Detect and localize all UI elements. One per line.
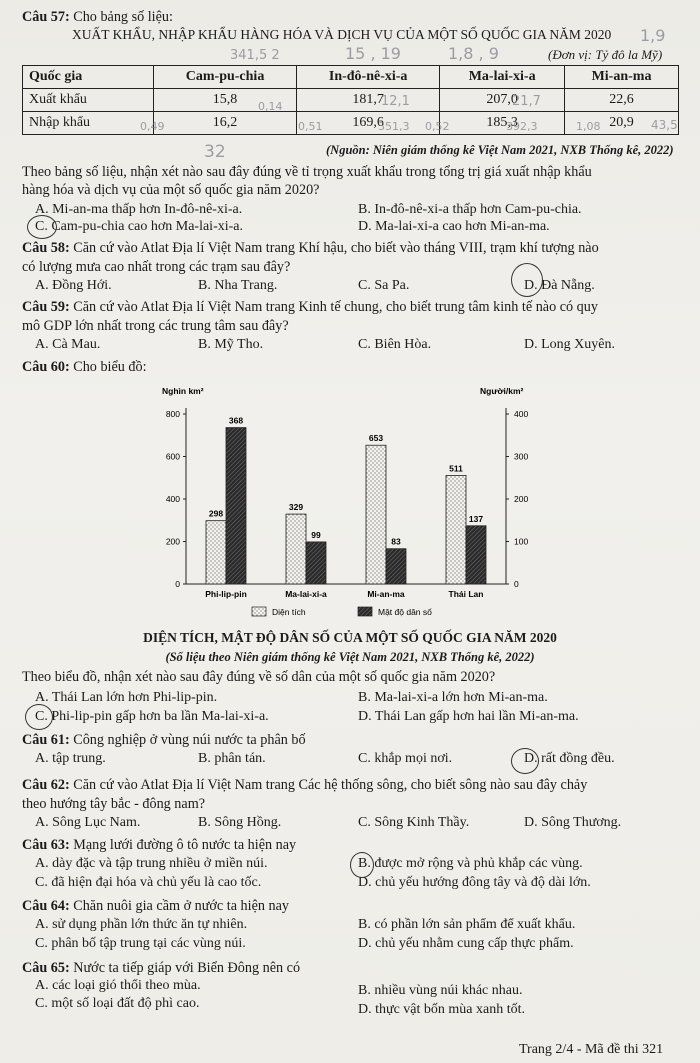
right-tick-label: 300 [514,451,529,462]
bar-area [366,445,386,584]
bar-value-label: 511 [449,463,463,474]
q62-text-line2: theo hướng tây bắc - đông nam? [22,796,206,812]
q60-option-d[interactable]: D. Thái Lan gấp hơn hai lần Mi-an-ma. [358,709,579,724]
table-cell: 16,2 [154,112,297,135]
q59-text-line1: Căn cứ vào Atlat Địa lí Việt Nam trang Kinh tế chung, cho biết trung tâm kinh tế nào có quy [73,299,598,315]
q58-option-a[interactable]: A. Đồng Hới. [35,278,112,293]
q57-option-b[interactable]: B. In-đô-nê-xi-a thấp hơn Cam-pu-chia. [358,202,582,217]
q62-option-d[interactable]: D. Sông Thương. [524,815,622,830]
handwritten-note: 21,7 [512,94,541,109]
q60-bar-chart [140,378,560,624]
q61-option-a[interactable]: A. tập trung. [35,751,106,766]
bar-value-label: 298 [208,508,224,519]
q65-line [22,959,300,977]
q62-option-c[interactable]: C. Sông Kinh Thầy. [358,815,470,830]
q62-text-line1: Căn cứ vào Atlat Địa lí Việt Nam trang Các hệ thống sông, cho biết sông nào sau đây chảy [73,777,588,793]
q57-source: (Nguồn: Niên giám thống kê Việt Nam 2021, NXB Thống kê, 2022) [326,143,674,157]
q62-option-b[interactable]: B. Sông Hồng. [198,815,282,830]
chart-legend [252,607,432,617]
q65-option-c[interactable]: C. một số loại đất độ phì cao. [35,996,200,1011]
q57-option-c[interactable]: C. Cam-pu-chia cao hơn Ma-lai-xi-a. [35,219,243,234]
left-tick-label: 400 [165,494,180,504]
q60-chart-source: (Số liệu theo Niên giám thống kê Việt Nam 2021, NXB Thống kê, 2022) [165,650,535,664]
bar-density [466,526,486,584]
legend-label-density: Mật độ dân số [378,607,432,617]
q63-text: Mạng lưới đường ô tô nước ta hiện nay [73,837,297,853]
q57-text: Cho bảng số liệu: [73,9,173,25]
handwritten-note: 43,5 [651,118,678,132]
legend-label-area: Diện tích [272,607,306,617]
bar-value-label: 137 [468,513,484,524]
bar-value-label: 99 [311,529,321,540]
q63-option-c[interactable]: C. đã hiện đại hóa và chủ yếu là cao tốc. [35,875,262,890]
q64-option-b[interactable]: B. có phần lớn sản phẩm để xuất khẩu. [358,917,576,932]
q58-option-b[interactable]: B. Nha Trang. [198,278,278,293]
bar-area [286,514,306,584]
handwritten-note: 341,5 2 [230,48,280,63]
q65-option-b[interactable]: B. nhiều vùng núi khác nhau. [358,983,523,998]
handwritten-note: 12,1 [381,94,410,109]
table-cell: 169,6 [297,112,440,135]
left-axis-label: Nghìn km² [162,386,204,396]
q62-option-a[interactable]: A. Sông Lục Nam. [35,815,141,830]
q57-option-d[interactable]: D. Ma-lai-xi-a cao hơn Mi-an-ma. [358,219,550,234]
handwritten-note: 392,3 [506,120,538,133]
bar-area [446,475,466,584]
handwritten-note: 32 [204,142,226,162]
q57-question-line2: hàng hóa và dịch vụ của một số quốc gia năm 2020? [22,182,320,198]
handwritten-note: 1,08 [576,120,601,133]
q59-line1 [22,298,598,316]
legend-swatch-density [358,607,372,616]
q59-option-d[interactable]: D. Long Xuyên. [524,337,615,352]
table-cell: 15,8 [154,89,297,112]
table-cell: 185,3 [440,112,565,135]
q60-option-c[interactable]: C. Phi-lip-pin gấp hơn ba lần Ma-lai-xi-a. [35,709,269,724]
table-cell: 181,7 [297,89,440,112]
table-cell: 20,9 [565,112,679,135]
q59-option-c[interactable]: C. Biên Hòa. [358,337,432,352]
q62-label: Câu 62: [22,777,70,793]
q57-label: Câu 57: [22,9,70,25]
q60-text: Cho biểu đồ: [73,359,147,375]
q61-option-c[interactable]: C. khắp mọi nơi. [358,751,453,766]
table-header-cell: In-đô-nê-xi-a [297,66,440,89]
table-header-cell: Ma-lai-xi-a [440,66,565,89]
bar-value-label: 653 [368,433,384,444]
table-cell: 22,6 [565,89,679,112]
q59-option-a[interactable]: A. Cà Mau. [35,337,101,352]
q63-option-a[interactable]: A. dày đặc và tập trung nhiều ở miền núi. [35,856,268,871]
q57-option-a[interactable]: A. Mi-an-ma thấp hơn In-đô-nê-xi-a. [35,202,243,217]
handwritten-note: 15 , 19 [345,44,401,63]
q64-line [22,897,289,915]
q65-text: Nước ta tiếp giáp với Biển Đông nên có [73,960,301,976]
right-tick-label: 200 [514,494,529,504]
handwritten-note: 0,14 [258,100,283,113]
bar-density [306,542,326,584]
category-label: Thái Lan [448,589,484,599]
handwritten-note: 0,51 [298,120,323,133]
right-tick-label: 400 [514,409,529,419]
bar-value-label: 83 [391,536,401,547]
q60-option-b[interactable]: B. Ma-lai-xi-a lớn hơn Mi-an-ma. [358,690,548,705]
table-header-cell: Cam-pu-chia [154,66,297,89]
q59-option-b[interactable]: B. Mỹ Tho. [198,337,264,352]
category-label: Mi-an-ma [367,589,405,599]
left-tick-label: 800 [165,409,180,419]
q58-text-line1: Căn cứ vào Atlat Địa lí Việt Nam trang Khí hậu, cho biết vào tháng VIII, trạm khí tượng nào [73,240,599,256]
right-tick-label: 0 [514,579,519,589]
q58-label: Câu 58: [22,240,70,256]
q64-text: Chăn nuôi gia cầm ở nước ta hiện nay [73,898,289,914]
left-tick-label: 0 [175,579,180,589]
right-tick-label: 100 [514,536,529,547]
right-axis-label: Người/km² [480,386,524,396]
answer-circle-mark [25,704,53,730]
q65-option-d[interactable]: D. thực vật bốn mùa xanh tốt. [358,1002,526,1017]
q64-option-a[interactable]: A. sử dụng phần lớn thức ăn tự nhiên. [35,917,248,932]
q59-text-line2: mô GDP lớn nhất trong các trung tâm sau đây? [22,318,289,334]
category-label: Ma-lai-xi-a [285,589,327,599]
q58-option-d[interactable]: D. Đà Nẵng. [524,278,595,293]
q63-option-d[interactable]: D. chủ yếu hướng đông tây và độ dài lớn. [358,875,591,890]
page-footer: Trang 2/4 - Mã đề thi 321 [519,1042,664,1057]
left-tick-label: 200 [165,536,180,547]
handwritten-note: 1,9 [640,26,666,45]
q63-label: Câu 63: [22,837,70,853]
bar-area [206,521,226,584]
bar-density [226,428,246,584]
q58-option-c[interactable]: C. Sa Pa. [358,278,410,293]
q62-line1 [22,776,587,794]
q57-heading [22,8,173,26]
q61-label: Câu 61: [22,732,70,748]
q61-option-b[interactable]: B. phân tán. [198,751,266,766]
q60-chart-title: DIỆN TÍCH, MẬT ĐỘ DÂN SỐ CỦA MỘT SỐ QUỐC GIA NĂM 2020 [143,630,557,645]
q57-unit: (Đơn vị: Tỷ đô la Mỹ) [548,47,663,62]
answer-circle-mark [350,852,374,878]
q60-option-a[interactable]: A. Thái Lan lớn hơn Phi-lip-pin. [35,690,218,705]
q63-line [22,836,296,854]
handwritten-note: 0,49 [140,120,165,133]
q61-option-d[interactable]: D. rất đồng đều. [524,751,615,766]
table-cell: 207,0 [440,89,565,112]
table-header-cell: Mi-an-ma [565,66,679,89]
q65-option-a[interactable]: A. các loại gió thổi theo mùa. [35,978,201,993]
table-cell: Nhập khẩu [23,112,154,135]
q61-line [22,731,306,749]
handwritten-note: 0,52 [425,120,450,133]
table-row [23,89,679,112]
handwritten-note: 1,8 , 9 [448,44,499,63]
q57-question-line1: Theo bảng số liệu, nhận xét nào sau đây đúng về tỉ trọng xuất khẩu trong tổng trị giá xuất nhập khẩu [22,164,592,180]
handwritten-note: 351,3 [378,120,410,133]
answer-circle-mark [511,748,539,774]
category-label: Phi-lip-pin [205,589,247,599]
q63-option-b[interactable]: B. được mở rộng và phủ khắp các vùng. [358,856,583,871]
q60-question: Theo biểu đồ, nhận xét nào sau đây đúng về số dân của một số quốc gia năm 2020? [22,669,496,685]
table-header-cell: Quốc gia [23,66,154,89]
table-header-row [23,66,679,89]
q58-text-line2: có lượng mưa cao nhất trong các trạm sau đây? [22,259,291,275]
table-cell: Xuất khẩu [23,89,154,112]
bar-density [386,549,406,584]
q60-label: Câu 60: [22,359,70,375]
bar-value-label: 329 [288,502,304,513]
q64-option-c[interactable]: C. phân bố tập trung tại các vùng núi. [35,936,246,951]
q58-line1 [22,239,599,257]
q59-label: Câu 59: [22,299,70,315]
answer-circle-mark [511,263,543,297]
q61-text: Công nghiệp ở vùng núi nước ta phân bố [73,732,306,748]
q60-heading [22,358,147,376]
q65-label: Câu 65: [22,960,70,976]
q64-label: Câu 64: [22,898,70,914]
q64-option-d[interactable]: D. chủ yếu nhằm cung cấp thực phẩm. [358,936,574,951]
answer-circle-mark [27,215,57,239]
q57-table-title: XUẤT KHẨU, NHẬP KHẨU HÀNG HÓA VÀ DỊCH VỤ CỦA MỘT SỐ QUỐC GIA NĂM 2020 [72,27,612,42]
legend-swatch-area [252,607,266,616]
left-tick-label: 600 [165,451,180,462]
bar-value-label: 368 [228,415,244,426]
